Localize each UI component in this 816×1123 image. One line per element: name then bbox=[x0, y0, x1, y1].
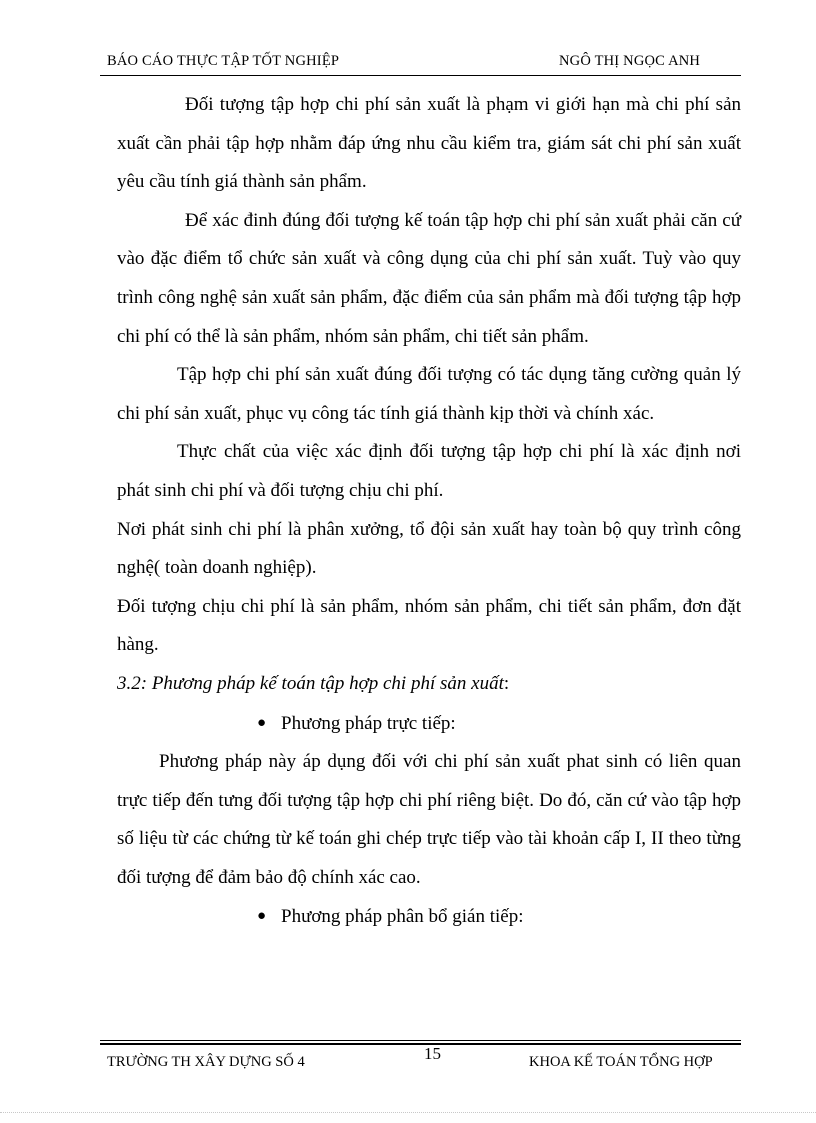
paragraph-6: Đối tượng chịu chi phí là sản phẩm, nhóm sản phẩm, chi tiết sản phẩm, đơn đặt hàng. bbox=[117, 595, 741, 656]
page-header bbox=[0, 0, 816, 76]
paragraph-5: Nơi phát sinh chi phí là phân xưởng, tổ đội sản xuất hay toàn bộ quy trình công nghệ( toàn doanh nghiệp). bbox=[117, 518, 741, 579]
header-rule bbox=[100, 75, 741, 76]
paragraph-2: Để xác đinh đúng đối tượng kế toán tập hợp chi phí sản xuất phải căn cứ vào đặc điểm tổ chức sản xuất và công dụng của chi phí sản xuất. Tuỳ vào quy trình công nghệ sản xuất sản phẩm, đặc điểm của sản phẩm mà đối tượng tập hợp chi phí có thể là sản phẩm, nhóm sản phẩm, chi tiết sản phẩm. bbox=[117, 209, 741, 347]
bullet-text: Phương pháp trực tiếp: bbox=[281, 712, 456, 734]
bullet-icon: ● bbox=[257, 714, 267, 731]
section-heading bbox=[117, 665, 741, 704]
paragraph-3: Tập hợp chi phí sản xuất đúng đối tượng có tác dụng tăng cường quản lý chi phí sản xuất, phục vụ công tác tính giá thành kịp thời và chính xác. bbox=[117, 364, 741, 424]
section-heading-colon: : bbox=[503, 672, 510, 694]
footer-rule-thin bbox=[100, 1040, 741, 1041]
header-report-title: BÁO CÁO THỰC TẬP TỐT NGHIỆP bbox=[107, 53, 340, 69]
footer-department-name: KHOA KẾ TOÁN TỔNG HỢP bbox=[529, 1054, 713, 1070]
paragraph-4: Thực chất của việc xác định đối tượng tập hợp chi phí là xác định nơi phát sinh chi phí và đối tượng chịu chi phí. bbox=[117, 441, 741, 501]
bullet-item-direct-method bbox=[117, 704, 741, 744]
bullet-text: Phương pháp phân bổ gián tiếp: bbox=[281, 906, 524, 928]
document-body bbox=[117, 86, 741, 937]
paragraph-7: Phương pháp này áp dụng đối với chi phí sản xuất phat sinh có liên quan trực tiếp đến tưng đối tượng tập hợp chi phí riêng biệt. Do đó, căn cứ vào tập hợp số liệu từ các chứng từ kế toán ghi chép trực tiếp vào tài khoản cấp I, II theo từng đối tượng để đảm bảo độ chính xác cao. bbox=[117, 751, 741, 888]
page-number: 15 bbox=[424, 1044, 441, 1063]
bullet-item-indirect-method bbox=[117, 897, 741, 937]
bullet-icon: ● bbox=[257, 908, 267, 925]
paragraph-1: Đối tượng tập hợp chi phí sản xuất là phạm vi giới hạn mà chi phí sản xuất cần phải tập hợp nhằm đáp ứng nhu cầu kiểm tra, giám sát chi phí sản xuất yêu cầu tính giá thành sản phẩm. bbox=[117, 94, 741, 193]
footer-school-name: TRƯỜNG TH XÂY DỰNG SỐ 4 bbox=[107, 1054, 305, 1070]
section-heading-text: 3.2: Phương pháp kế toán tập hợp chi phí sản xuất bbox=[117, 672, 504, 694]
header-author-name: NGÔ THỊ NGỌC ANH bbox=[559, 53, 701, 69]
page-boundary-dotted-line bbox=[0, 1112, 816, 1113]
footer-rule-thick bbox=[100, 1043, 741, 1045]
